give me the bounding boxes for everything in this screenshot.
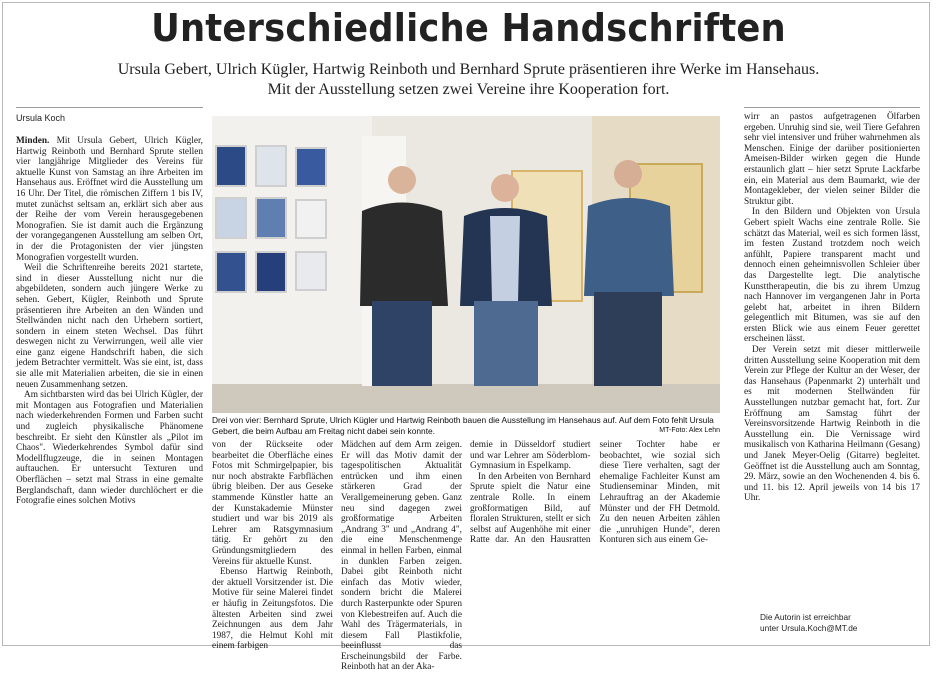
column-4-paragraph-2: In den Arbeiten von Bernhard Sprute spielt die Natur eine zentrale Rolle. In einem großformatigen Bild, auf floralen Strukturen, stellt er sich selbst auf Augenhöhe mit einer Ratte dar. An den Hausratten seiner Tochter habe er beobachtet, wie sozial sich diese Tiere verhalten, sagt der ehemalige Fachleiter Kunst am Studienseminar Minden, mit Lehrauftrag an der Akademie Münster und der FH Detmold. Zu den neuen Arbeiten zählen die „unruhigen Hunde", deren Konturen sich aus einem Ge- bbox=[470, 440, 720, 546]
dateline: Minden. bbox=[16, 136, 50, 146]
column-4 bbox=[470, 440, 720, 646]
author-rule bbox=[16, 107, 203, 108]
caption-text: Drei von vier: Bernhard Sprute, Ulrich Kügler und Hartwig Reinboth bauen die Ausstellung im Hansehaus auf. Auf dem Foto fehlt Ursula Gebert, die beim Aufbau am Freitag nicht dabei sein konnte. bbox=[212, 415, 714, 436]
author-note-line-2: unter Ursula.Koch@MT.de bbox=[760, 623, 858, 633]
author-byline: Ursula Koch bbox=[16, 113, 66, 123]
column-1-paragraph-1: Minden. Mit Ursula Gebert, Ulrich Kügler, Hartwig Reinboth und Bernhard Sprute stellen vier langjährige Mitglieder des Vereins für aktuelle Kunst von Samstag an ihre Arbeiten im Hansehaus aus. Eröffnet wird die Ausstellung um 16 Uhr. Der Titel, die römischen Ziffern 1 bis IV, mutet zunächst seltsam an, erklärt sich aber aus der Reihe der vom Verein herausgegebenen Monografien. Sie ist damit auch die Ergänzung der vorangegangenen Ausstellung am selben Ort, in der die Protagonisten der vier jüngsten Monografien vorgestellt wurden. bbox=[16, 136, 203, 263]
column-4-paragraph-1: demie in Düsseldorf studiert und war Lehrer am Söderblom-Gymnasium in Espelkamp. bbox=[470, 440, 591, 472]
column-right-paragraph-1: wirr an pastos aufgetragenen Ölfarben ergeben. Unruhig sind sie, weil Tiere Gefahren sehr viel intensiver und früher wahrnehmen als Menschen. Einige der darüber positionierten Ameisen-Bilder wirken gegen die Hunde erstaunlich glatt – hier setzt Sprute Lackfarbe ein, ein Material aus dem Baumarkt, wie der Montagekleber, der vielen seiner Bilder die Struktur gibt. bbox=[744, 112, 920, 207]
author-contact-note bbox=[760, 612, 920, 634]
artwork-grid bbox=[216, 146, 326, 292]
subheadline bbox=[0, 60, 937, 100]
column-right bbox=[744, 112, 920, 606]
photo-credit: MT-Foto: Alex Lehn bbox=[659, 426, 720, 434]
column-2-paragraph-1: von der Rückseite oder bearbeitet die Oberfläche eines Fotos mit Schmirgelpapier, bis nur noch abstrakte Farbflächen übrig bleiben. Der aus Geseke stammende Künstler hatte an der Kunstakademie Münster studiert und war bis 2019 als Lehrer am Ratsgymnasium tätig. Er gehört zu den Gründungsmitgliedern des Vereins für aktuelle Kunst. bbox=[212, 440, 333, 567]
column-1-paragraph-2: Weil die Schriftenreihe bereits 2021 startete, sind in dieser Ausstellung nicht nur die abgebildeten, sondern auch jüngere Werke zu sehen. Gebert, Kügler, Reinboth und Sprute präsentieren ihre Arbeiten an den Wänden und Stellwänden nicht nach den Urhebern sortiert, sondern in einem steten Wechsel. Das führt deswegen nicht zu Verwirrungen, weil alle vier eine ganz eigene Handschrift haben, die sich jedem Betrachter vermittelt. Was sie eint, ist, dass sie alle mit Materialien arbeiten, die sie in einen neuen Zusammenhang setzen. bbox=[16, 263, 203, 390]
column-2-paragraph-2: Ebenso Hartwig Reinboth, der aktuell Vorsitzender ist. Die Motive für seine Malerei findet er häufig in Zeitungsfotos. Die ältesten Arbeiten sind zwei Zeichnungen aus dem Jahr 1987, die Helmut Kohl mit einem farbigen bbox=[212, 567, 333, 652]
subhead-line-1: Ursula Gebert, Ulrich Kügler, Hartwig Reinboth und Bernhard Sprute präsentieren ihre Werke im Hansehaus. bbox=[117, 61, 820, 78]
author-note-line-1: Die Autorin ist erreichbar bbox=[760, 612, 851, 622]
column-right-paragraph-2: In den Bildern und Objekten von Ursula Gebert spielt Wachs eine zentrale Rolle. Sie schätzt das Material, weil es sich formen lässt, im festen Zustand trotzdem noch weich anfühlt, Papiere transparent macht und dennoch einen geheimnisvollen Schleier über das Dargestellte legt. Die analytische Kunsttherapeutin, die bis zu ihrem Umzug nach Hannover im vergangenen Jahr in Porta gelebt hat, arbeitet in ihren Bildern gelegentlich mit Bitumen, was sie auf den ersten Blick wie aus einem Feuer gerettet erscheinen lässt. bbox=[744, 207, 920, 345]
column-1-paragraph-3: Am sichtbarsten wird das bei Ulrich Kügler, der mit Montagen aus Fotografien und Materialien nach wiederkehrenden Formen und Farben sucht und zugleich physikalische Phänomene beschreibt. Er sieht den Künstler als „Pilot im Chaos". Wiederkehrendes Symbol dafür sind Modellflugzeuge, die in seinen Montagen auftauchen. Er untersucht Texturen und Oberflächen – setzt mal Strass in eine gemalte Berglandschaft, dann wieder durchlöchert er die Fotografie eines solchen Motivs bbox=[16, 390, 203, 507]
column-2 bbox=[212, 440, 333, 652]
column-3 bbox=[341, 440, 462, 673]
right-column-rule bbox=[744, 107, 920, 108]
column-1 bbox=[16, 136, 203, 644]
article-photo bbox=[212, 116, 720, 413]
column-3-paragraph-1: Mädchen auf dem Arm zeigen. Er will das Motiv damit der tagespolitischen Aktualität entrücken und ihm einen stärkeren Grad der Verallgemeinerung geben. Ganz neu sind dagegen zwei großformatige Arbeiten „Andrang 3" und „Andrang 4", die eine Menschenmenge einmal in hellen Farben, einmal in dunklen Farben zeigen. Dabei gibt Reinboth nicht einfach das Motiv wieder, sondern bricht die Malerei durch Rasterpunkte oder Spuren von Klebestreifen auf. Auch die Wahl des Trägermaterials, in diesem Fall Plastikfolie, beeinflusst das Erscheinungsbild der Farbe. Reinboth hat an der Aka- bbox=[341, 440, 462, 673]
subhead-line-2: Mit der Ausstellung setzen zwei Vereine ihre Kooperation fort. bbox=[267, 81, 670, 98]
headline: Unterschiedliche Handschriften bbox=[151, 6, 786, 50]
photo-caption bbox=[212, 415, 720, 436]
column-right-paragraph-3: Der Verein setzt mit dieser mittlerweile dritten Ausstellung seine Kooperation mit dem Verein zur Pflege der Kultur an der Weser, der das Hansehaus (Papenmarkt 2) unterhält und es mit modernen Stellwänden für Ausstellungen nutzbar gemacht hat, fort. Zur Eröffnung am Samstag führt der Vereinsvorsitzende Hartwig Reinboth in die Ausstellung ein. Die Vernissage wird musikalisch von Katharina Heilmann (Gesang) und Janek Meyer-Oelig (Gitarre) begleitet. Geöffnet ist die Ausstellung auch am Sonntag, 29. März, sowie an den Wochenenden 4. bis 6. und 11. bis 12. April jeweils von 14 bis 17 Uhr. bbox=[744, 345, 920, 504]
